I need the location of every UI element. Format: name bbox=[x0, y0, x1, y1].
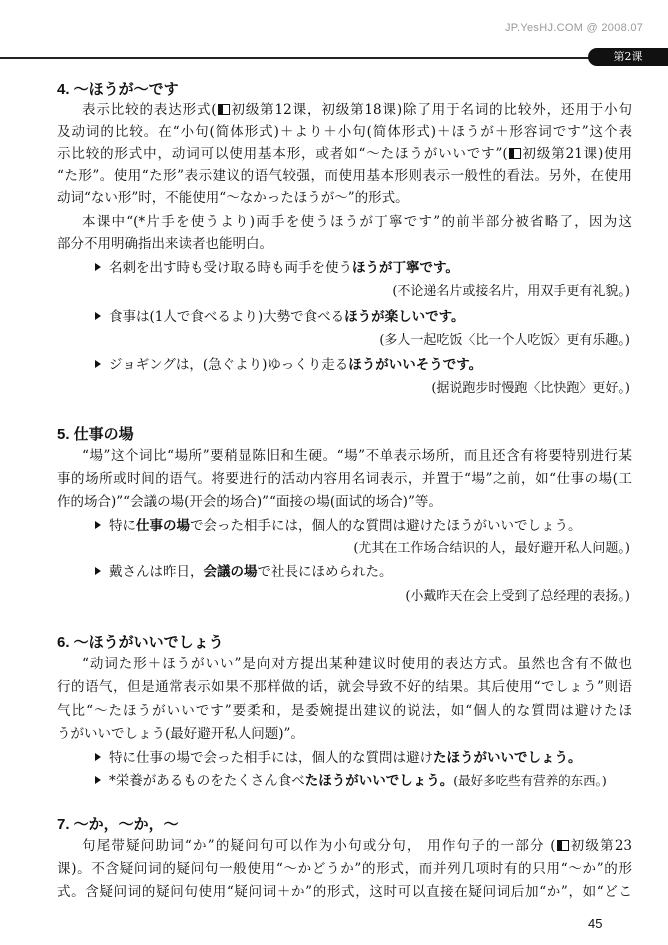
translation: (多人一起吃饭〈比一个人吃饭〉更有乐趣。) bbox=[379, 333, 630, 348]
example-sentence bbox=[95, 749, 582, 767]
highlight: ほうがいいそうです。 bbox=[348, 357, 483, 372]
example-sentence bbox=[95, 563, 393, 581]
text: 初级第23 bbox=[569, 838, 632, 854]
bullet-triangle-icon bbox=[95, 263, 101, 271]
translation: (不论递名片或接名片，用双手更有礼貌。) bbox=[392, 284, 630, 299]
paragraph-line: 事的场所或时间的语气。将要进行的活动内容用名词表示，并置于“場”之前，如“仕事の場(工 bbox=[57, 471, 632, 487]
paragraph-line: “場”这个词比“場所”要稍显陈旧和生硬。“場”不单表示场所，而且还含有将要特别进行某 bbox=[82, 448, 632, 464]
paragraph-line: 式。含疑问词的疑问句使用“疑问词＋か”的形式，这时可以直接在疑问词后加“か”，如“どこ bbox=[57, 884, 632, 900]
example-sentence bbox=[95, 259, 459, 277]
paragraph-line bbox=[57, 145, 632, 163]
highlight: ほうが楽しいです。 bbox=[344, 309, 465, 324]
text: ジョギングは，(急ぐより)ゆっくり走る bbox=[109, 357, 349, 373]
translation: (据说跑步时慢跑〈比快跑〉更好。) bbox=[431, 381, 630, 396]
paragraph-line: 部分不用明确指出来读者也能明白。 bbox=[57, 236, 273, 252]
text: で会った相手には，個人的な質問は避けたほうがいいでしょう。 bbox=[190, 518, 582, 534]
header-rule bbox=[0, 57, 610, 59]
text: 示比较的形式中，动词可以使用基本形，或者如“～たほうがいいです”( bbox=[57, 146, 508, 162]
text: 食事は(1人で食べるより)大勢で食べる bbox=[109, 309, 345, 325]
section-6-title: 6. ～ほうがいいでしょう bbox=[57, 634, 224, 651]
text: 戴さんは昨日， bbox=[109, 564, 204, 580]
example-sentence bbox=[95, 356, 482, 374]
paragraph-line: “た形”。使用“た形”表示建议的语气较强，而使用基本形则表示一般性的看法。另外，在使用 bbox=[57, 168, 632, 184]
section-7-title: 7. ～か，～か，～ bbox=[57, 816, 179, 833]
text: 句尾带疑问助词“か”的疑问句可以作为小句或分句， 用作句子的一部分 ( bbox=[82, 838, 556, 854]
page-number: 45 bbox=[588, 916, 603, 931]
bullet-triangle-icon bbox=[95, 567, 101, 575]
example-sentence bbox=[95, 308, 465, 326]
paragraph-line: 本课中“(*片手を使うより)両手を使うほうが丁寧です”的前半部分被省略了，因为这 bbox=[82, 214, 632, 230]
paragraph-line bbox=[82, 837, 632, 855]
text: 特に仕事の場で会った相手には，個人的な質問は避け bbox=[109, 750, 433, 766]
highlight: 会議の場 bbox=[203, 564, 258, 579]
book-icon bbox=[557, 840, 569, 851]
paragraph-line: 课)。不含疑问词的疑问句一般使用“～かどうか”的形式，而并列几项时有的只用“～か”的形 bbox=[57, 861, 632, 877]
section-5-title: 5. 仕事の場 bbox=[57, 426, 134, 443]
example-sentence bbox=[95, 517, 582, 535]
paragraph-line: 行的语气，但是通常表示如果不那样做的话，就会导致不好的结果。其后使用“でしょう”则语 bbox=[57, 679, 632, 695]
paragraph-line: 气比“～たほうがいいです”要柔和，是委婉提出建议的说法，如“個人的な質問は避けたほ bbox=[57, 703, 632, 719]
paragraph-line: 动词“ない形”时，不能使用“～なかったほうが～”的形式。 bbox=[57, 190, 409, 206]
bullet-triangle-icon bbox=[95, 312, 101, 320]
lesson-tab: 第2课 bbox=[588, 48, 668, 66]
paragraph-line bbox=[82, 101, 632, 119]
book-icon bbox=[509, 148, 521, 159]
watermark: JP.YesHJ.COM @ 2008.07 bbox=[505, 22, 644, 34]
paragraph-line: 及动词的比较。在“小句(简体形式)＋より＋小句(简体形式)＋ほうが＋形容词です”这个表 bbox=[57, 124, 632, 140]
highlight: 仕事の場 bbox=[136, 518, 190, 533]
paragraph-line: 作的场合)”“会議の場(开会的场合)”“面接の場(面试的场合)”等。 bbox=[57, 494, 442, 510]
paragraph-line: “动词た形＋ほうがいい”是向对方提出某种建议时使用的表达方式。虽然也含有不做也 bbox=[82, 656, 632, 672]
bullet-triangle-icon bbox=[95, 753, 101, 761]
highlight: たほうがいいでしょう。 bbox=[304, 773, 454, 788]
section-4-title: 4. ～ほうが～です bbox=[57, 81, 179, 98]
text: 初级第21课)使用 bbox=[521, 146, 632, 162]
example-sentence bbox=[95, 772, 607, 790]
text: 名刺を出す時も受け取る時も両手を使う bbox=[109, 260, 352, 276]
bullet-triangle-icon bbox=[95, 521, 101, 529]
text: *栄養があるものをたくさん食べ bbox=[109, 773, 305, 789]
translation: (最好多吃些有营养的东西。) bbox=[453, 773, 607, 788]
highlight: ほうが丁寧です。 bbox=[352, 260, 459, 275]
paragraph-line: うがいいでしょう(最好避开私人问题)”。 bbox=[57, 726, 304, 742]
text: 表示比较的表达形式( bbox=[82, 102, 217, 118]
highlight: たほうがいいでしょう。 bbox=[433, 750, 582, 765]
bullet-triangle-icon bbox=[95, 776, 101, 784]
text: 特に bbox=[109, 518, 136, 534]
text: で社長にほめられた。 bbox=[257, 564, 393, 580]
translation: (尤其在工作场合结识的人，最好避开私人问题。) bbox=[353, 541, 630, 556]
bullet-triangle-icon bbox=[95, 360, 101, 368]
translation: (小戴昨天在会上受到了总经理的表扬。) bbox=[405, 589, 630, 604]
text: 初级第12课，初级第18课)除了用于名词的比较外，还用于小句 bbox=[230, 102, 632, 118]
book-icon bbox=[218, 104, 230, 115]
